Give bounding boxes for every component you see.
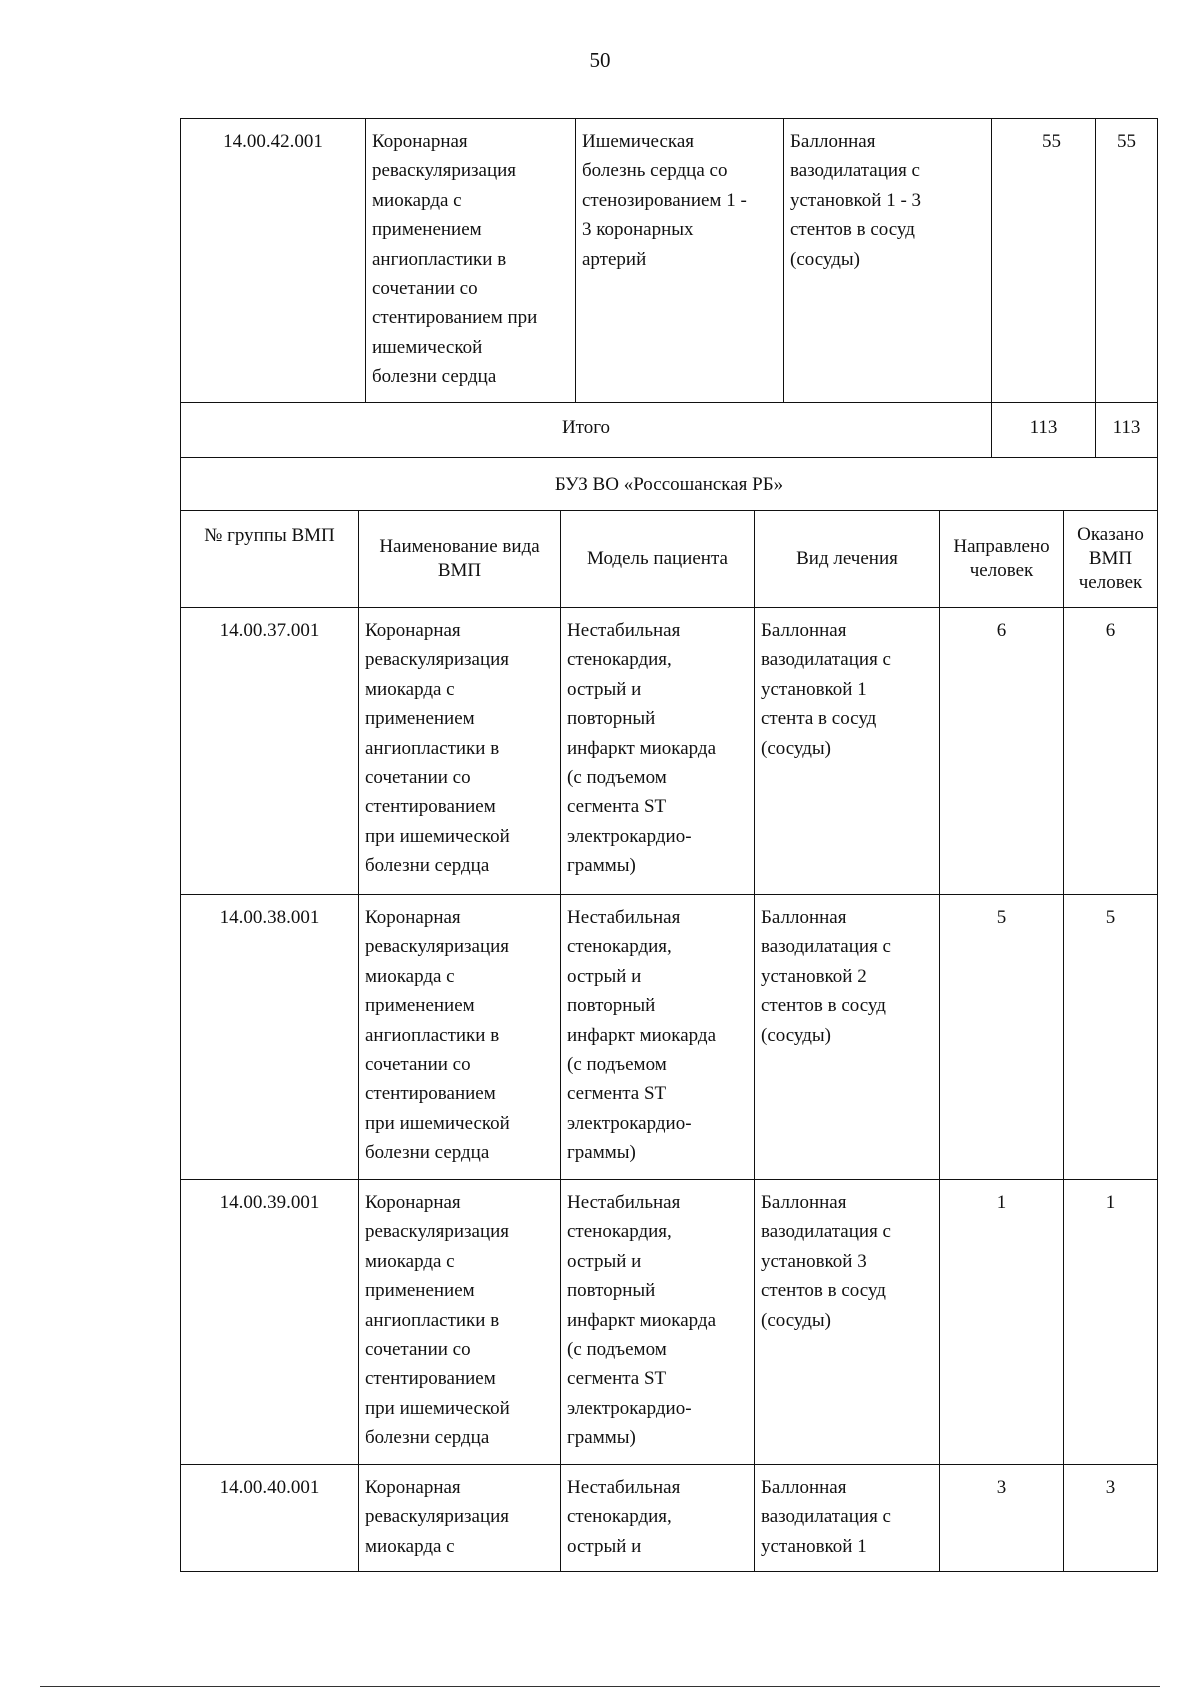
vmp-name: Коронарная реваскуляризация миокарда с — [358, 1465, 560, 1571]
table-row — [181, 607, 1157, 894]
total-row — [181, 402, 1157, 457]
vmp-name: Коронарная реваскуляризация миокарда с применением ангиопластики в сочетании со стентированием при ишемической болезни сердца — [365, 119, 575, 402]
page-number: 50 — [589, 48, 611, 72]
header-sent: Направлено человек — [939, 511, 1063, 607]
total-label: Итого — [561, 417, 611, 438]
patient-model: Нестабильная стенокардия, острый и повторный инфаркт миокарда (с подъемом сегмента ST электрокардио- граммы) — [560, 895, 754, 1179]
sent-count: 1 — [939, 1180, 1063, 1464]
total-provided: 113 — [1095, 403, 1157, 457]
group-code: 14.00.37.001 — [219, 620, 320, 641]
header-provided: Оказано ВМП человек — [1063, 511, 1157, 607]
sent-count: 3 — [939, 1465, 1063, 1571]
continued-table — [180, 118, 1158, 512]
provided-count: 55 — [1095, 119, 1157, 402]
group-code: 14.00.38.001 — [219, 907, 320, 928]
vmp-name: Коронарная реваскуляризация миокарда с применением ангиопластики в сочетании со стентированием при ишемической болезни сердца — [358, 1180, 560, 1464]
sent-count: 55 — [991, 119, 1095, 402]
group-code: 14.00.40.001 — [219, 1477, 320, 1498]
header-name: Наименование вида ВМП — [358, 511, 560, 607]
table-row — [181, 118, 1157, 402]
provided-count: 3 — [1063, 1465, 1157, 1571]
sent-count: 6 — [939, 608, 1063, 894]
table-row — [181, 894, 1157, 1179]
treatment-type: Баллонная вазодилатация с установкой 1 - 3 стентов в сосуд (сосуды) — [783, 119, 991, 402]
patient-model: Нестабильная стенокардия, острый и повторный инфаркт миокарда (с подъемом сегмента ST электрокардио- граммы) — [560, 608, 754, 894]
group-code: 14.00.39.001 — [219, 1192, 320, 1213]
treatment-type: Баллонная вазодилатация с установкой 1 — [754, 1465, 939, 1571]
header-group: № группы ВМП — [204, 525, 335, 546]
sent-count: 5 — [939, 895, 1063, 1179]
table-row — [181, 1179, 1157, 1464]
treatment-type: Баллонная вазодилатация с установкой 3 стентов в сосуд (сосуды) — [754, 1180, 939, 1464]
treatment-type: Баллонная вазодилатация с установкой 1 стента в сосуд (сосуды) — [754, 608, 939, 894]
header-model: Модель пациента — [560, 511, 754, 607]
total-sent: 113 — [991, 403, 1095, 457]
provided-count: 6 — [1063, 608, 1157, 894]
patient-model: Нестабильная стенокардия, острый и — [560, 1465, 754, 1571]
table-row — [181, 1464, 1157, 1572]
institution-table — [180, 510, 1158, 1572]
header-row — [181, 510, 1157, 607]
group-code: 14.00.42.001 — [223, 131, 323, 152]
header-treatment: Вид лечения — [754, 511, 939, 607]
institution-row — [181, 457, 1157, 512]
vmp-name: Коронарная реваскуляризация миокарда с применением ангиопластики в сочетании со стентированием при ишемической болезни сердца — [358, 608, 560, 894]
treatment-type: Баллонная вазодилатация с установкой 2 стентов в сосуд (сосуды) — [754, 895, 939, 1179]
patient-model: Ишемическая болезнь сердца со стенозированием 1 - 3 коронарных артерий — [575, 119, 783, 402]
provided-count: 5 — [1063, 895, 1157, 1179]
institution-name: БУЗ ВО «Россошанская РБ» — [554, 474, 784, 495]
provided-count: 1 — [1063, 1180, 1157, 1464]
vmp-name: Коронарная реваскуляризация миокарда с применением ангиопластики в сочетании со стентированием при ишемической болезни сердца — [358, 895, 560, 1179]
page-bottom-rule — [40, 1686, 1160, 1687]
patient-model: Нестабильная стенокардия, острый и повторный инфаркт миокарда (с подъемом сегмента ST электрокардио- граммы) — [560, 1180, 754, 1464]
